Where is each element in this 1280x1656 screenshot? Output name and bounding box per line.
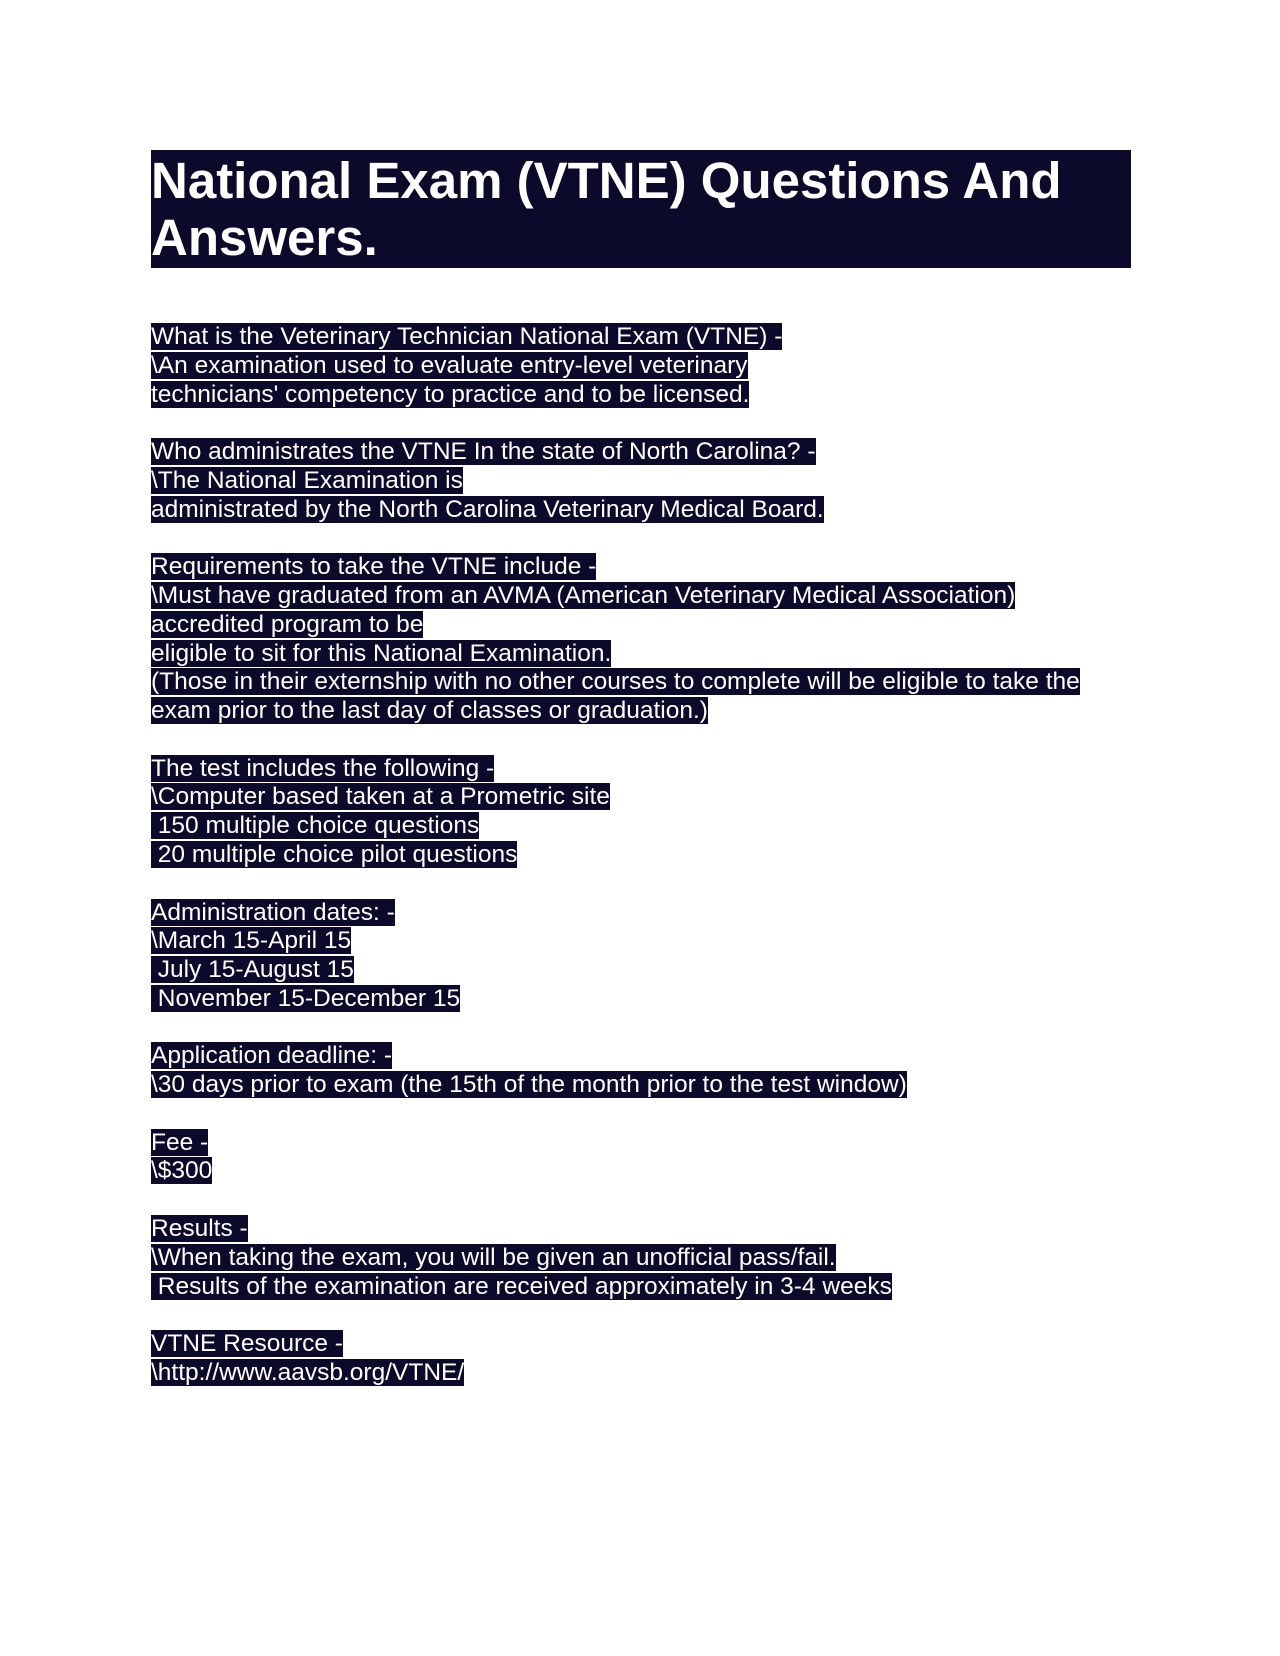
answer-line: exam prior to the last day of classes or graduation.)	[151, 697, 708, 725]
answer-line: July 15-August 15	[151, 956, 354, 984]
answer-line: eligible to sit for this National Examination.	[151, 639, 612, 667]
question-line: VTNE Resource -	[151, 1330, 343, 1358]
question-line: Results -	[151, 1214, 248, 1242]
qa-list	[151, 323, 1131, 1388]
qa-block	[151, 1129, 1131, 1187]
question-line: Who administrates the VTNE In the state of North Carolina? -	[151, 438, 816, 466]
question-line: Application deadline: -	[151, 1042, 393, 1070]
answer-line: November 15-December 15	[151, 984, 461, 1012]
document-page	[151, 150, 1131, 1416]
answer-line: \The National Examination is	[151, 466, 463, 494]
answer-line: \Must have graduated from an AVMA (American Veterinary Medical Association)	[151, 581, 1016, 609]
answer-line: \$300	[151, 1157, 213, 1185]
question-line: Requirements to take the VTNE include -	[151, 553, 597, 581]
answer-line: 150 multiple choice questions	[151, 812, 480, 840]
answer-line: accredited program to be	[151, 610, 424, 638]
answer-line: \An examination used to evaluate entry-level veterinary	[151, 351, 748, 379]
answer-line: (Those in their externship with no other courses to complete will be eligible to take the	[151, 668, 1080, 696]
qa-block	[151, 1042, 1131, 1100]
question-line: The test includes the following -	[151, 754, 495, 782]
qa-block	[151, 438, 1131, 524]
answer-line: technicians' competency to practice and to be licensed.	[151, 380, 750, 408]
qa-block	[151, 755, 1131, 870]
answer-line: \http://www.aavsb.org/VTNE/	[151, 1358, 465, 1386]
answer-line: \March 15-April 15	[151, 927, 352, 955]
answer-line: 20 multiple choice pilot questions	[151, 841, 518, 869]
answer-line: \30 days prior to exam (the 15th of the month prior to the test window)	[151, 1071, 907, 1099]
question-line: Fee -	[151, 1128, 209, 1156]
answer-line: Results of the examination are received approximately in 3-4 weeks	[151, 1272, 892, 1300]
qa-block	[151, 1215, 1131, 1301]
question-line: Administration dates: -	[151, 898, 395, 926]
qa-block	[151, 899, 1131, 1014]
answer-line: \When taking the exam, you will be given an unofficial pass/fail.	[151, 1243, 836, 1271]
answer-line: administrated by the North Carolina Veterinary Medical Board.	[151, 495, 824, 523]
qa-block	[151, 1330, 1131, 1388]
document-title: National Exam (VTNE) Questions And Answers.	[151, 150, 1131, 268]
qa-block	[151, 553, 1131, 726]
question-line: What is the Veterinary Technician National Exam (VTNE) -	[151, 323, 783, 350]
answer-line: \Computer based taken at a Prometric site	[151, 783, 610, 811]
qa-block	[151, 323, 1131, 409]
